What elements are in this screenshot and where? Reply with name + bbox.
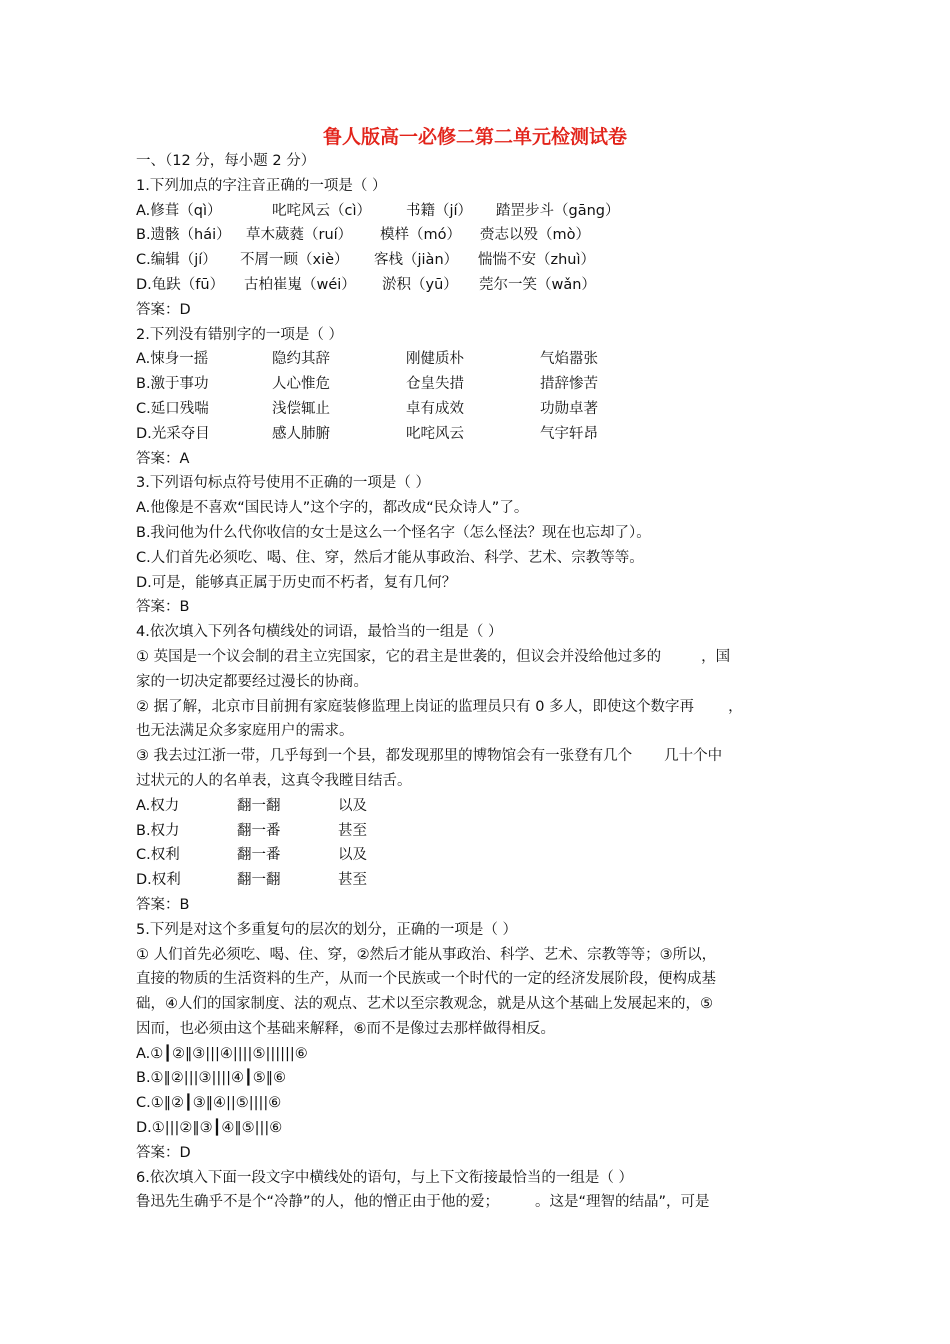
- option-cell: 叱咤风云（cì）: [272, 202, 372, 219]
- sentence-text: ① 英国是一个议会制的君主立宪国家，它的君主是世袭的，但议会并没给他过多的: [136, 648, 662, 665]
- option-cell: B.激于事功: [136, 376, 209, 393]
- option-cell: C.延口残喘: [136, 400, 209, 417]
- sentence-text: 鲁迅先生确乎不是个“冷静”的人，他的憎正由于他的爱；: [136, 1194, 500, 1211]
- question-4-sentence-3-cont: 过状元的人的名单表，这真令我瞠目结舌。: [136, 772, 412, 789]
- option-cell: D.权利: [136, 872, 181, 889]
- option-cell: B.遗骸（hái）: [136, 227, 231, 244]
- question-4-option-b: [136, 819, 818, 844]
- option-cell: 莞尔一笑（wǎn）: [479, 276, 596, 293]
- sentence-text: 几十个中: [664, 748, 723, 765]
- question-1-option-c: [136, 248, 818, 273]
- question-2-option-d: [136, 422, 818, 447]
- option-cell: A.修葺（qì）: [136, 202, 222, 219]
- question-5-passage-line: 直接的物质的生活资料的生产，从而一个民族或一个时代的一定的经济发展阶段，便构成基: [136, 971, 716, 988]
- option-cell: 刚健质朴: [406, 351, 464, 368]
- question-1-option-a: [136, 199, 818, 224]
- option-cell: C.权利: [136, 847, 180, 864]
- option-cell: 隐约其辞: [272, 351, 330, 368]
- option-cell: 甚至: [338, 822, 367, 839]
- question-5-option-b: B.①‖②|||③||||④┃⑤‖⑥: [136, 1070, 286, 1087]
- question-4-sentence-2: [136, 695, 818, 720]
- option-cell: D.光采夺目: [136, 425, 210, 442]
- option-cell: 措辞惨苦: [540, 376, 598, 393]
- question-4-sentence-1-cont: 家的一切决定都要经过漫长的协商。: [136, 673, 368, 690]
- question-4-option-a: [136, 794, 818, 819]
- question-1-stem: 1.下列加点的字注音正确的一项是（ ）: [136, 177, 387, 194]
- option-cell: 赍志以殁（mò）: [480, 227, 590, 244]
- option-cell: 不屑一顾（xiè）: [240, 252, 349, 269]
- option-cell: 惴惴不安（zhuì）: [478, 252, 596, 269]
- question-4-sentence-2-cont: 也无法满足众多家庭用户的需求。: [136, 723, 354, 740]
- question-2-option-a: [136, 347, 818, 372]
- section-heading: 一、（12 分，每小题 2 分）: [136, 153, 316, 169]
- question-3-option-a: A.他像是不喜欢“国民诗人”这个字的，都改成“民众诗人”了。: [136, 500, 529, 517]
- question-5-passage-line: ① 人们首先必须吃、喝、住、穿，②然后才能从事政治、科学、艺术、宗教等等；③所以，: [136, 946, 717, 963]
- question-5-option-c: C.①‖②┃③‖④||⑤||||⑥: [136, 1095, 282, 1112]
- question-4-stem: 4.依次填入下列各句横线处的词语，最恰当的一组是（ ）: [136, 624, 503, 641]
- page-title: 鲁人版高一必修二第二单元检测试卷: [322, 126, 627, 148]
- option-cell: 气宇轩昂: [540, 425, 598, 442]
- option-cell: 翻一翻: [237, 797, 281, 814]
- question-4-option-d: [136, 868, 818, 893]
- option-cell: 仓皇失措: [406, 376, 464, 393]
- question-4-sentence-1: [136, 645, 818, 670]
- question-1-option-d: [136, 273, 818, 298]
- option-cell: 草木葳蕤（ruí）: [246, 227, 353, 244]
- option-cell: 甚至: [338, 872, 367, 889]
- question-5-option-a: A.①┃②‖③|||④||||⑤||||||⑥: [136, 1045, 308, 1062]
- question-5-stem: 5.下列是对这个多重复句的层次的划分，正确的一项是（ ）: [136, 921, 517, 938]
- question-6-stem: 6.依次填入下面一段文字中横线处的语句，与上下文衔接最恰当的一组是（ ）: [136, 1169, 633, 1186]
- option-cell: 翻一番: [237, 822, 281, 839]
- option-cell: 书籍（jí）: [406, 202, 473, 219]
- option-cell: 以及: [338, 847, 367, 864]
- question-3-stem: 3.下列语句标点符号使用不正确的一项是（ ）: [136, 475, 430, 492]
- question-1-option-b: [136, 223, 818, 248]
- question-3-option-c: C.人们首先必须吃、喝、住、穿，然后才能从事政治、科学、艺术、宗教等等。: [136, 549, 644, 566]
- option-cell: B.权力: [136, 822, 180, 839]
- option-cell: 叱咤风云: [406, 425, 464, 442]
- option-cell: 气焰嚣张: [540, 351, 598, 368]
- question-5-passage-line: 础，④人们的国家制度、法的观点、艺术以至宗教观念，就是从这个基础上发展起来的，⑤: [136, 996, 713, 1013]
- option-cell: 模样（mó）: [380, 227, 461, 244]
- option-cell: 浅偿辄止: [272, 400, 330, 417]
- option-cell: C.编辑（jí）: [136, 252, 217, 269]
- question-2-answer: 答案：A: [136, 450, 190, 467]
- question-4-option-c: [136, 843, 818, 868]
- option-cell: D.龟趺（fū）: [136, 276, 225, 293]
- option-cell: 翻一翻: [237, 872, 281, 889]
- question-4-sentence-3: [136, 744, 818, 769]
- question-3-option-b: B.我问他为什么代你收信的女士是这么一个怪名字（怎么怪法？现在也忘却了）。: [136, 524, 651, 541]
- option-cell: 踏罡步斗（gāng）: [496, 202, 620, 219]
- option-cell: 功勋卓著: [540, 400, 598, 417]
- question-5-option-d: D.①|||②‖③┃④‖⑤|||⑥: [136, 1120, 283, 1137]
- option-cell: 以及: [338, 797, 367, 814]
- option-cell: 翻一番: [237, 847, 281, 864]
- question-5-answer: 答案：D: [136, 1144, 191, 1161]
- question-3-answer: 答案：B: [136, 599, 190, 616]
- question-2-stem: 2.下列没有错别字的一项是（ ）: [136, 326, 343, 343]
- exam-content: [136, 149, 818, 1215]
- option-cell: 淤积（yū）: [382, 276, 458, 293]
- option-cell: 感人肺腑: [272, 425, 330, 442]
- option-cell: A.权力: [136, 797, 180, 814]
- sentence-text: ，国: [701, 648, 731, 665]
- question-2-option-c: [136, 397, 818, 422]
- sentence-text: ③ 我去过江浙一带，几乎每到一个县，都发现那里的博物馆会有一张登有几个: [136, 748, 633, 765]
- option-cell: 古柏崔嵬（wéi）: [244, 276, 356, 293]
- option-cell: A.悚身一摇: [136, 351, 209, 368]
- option-cell: 客栈（jiàn）: [374, 252, 459, 269]
- sentence-text: ，: [728, 698, 743, 715]
- question-2-option-b: [136, 372, 818, 397]
- question-1-answer: 答案：D: [136, 301, 191, 318]
- option-cell: 人心惟危: [272, 376, 330, 393]
- option-cell: 卓有成效: [406, 400, 464, 417]
- question-4-answer: 答案：B: [136, 896, 190, 913]
- sentence-text: 。这是“理智的结晶”，可是: [535, 1194, 710, 1211]
- sentence-text: ② 据了解，北京市目前拥有家庭装修监理上岗证的监理员只有 0 多人，即使这个数字再: [136, 698, 695, 715]
- question-5-passage-line: 因而，也必须由这个基础来解释，⑥而不是像过去那样做得相反。: [136, 1020, 555, 1037]
- question-6-passage-line: [136, 1190, 818, 1215]
- question-3-option-d: D.可是，能够真正属于历史而不朽者，复有几何？: [136, 574, 457, 591]
